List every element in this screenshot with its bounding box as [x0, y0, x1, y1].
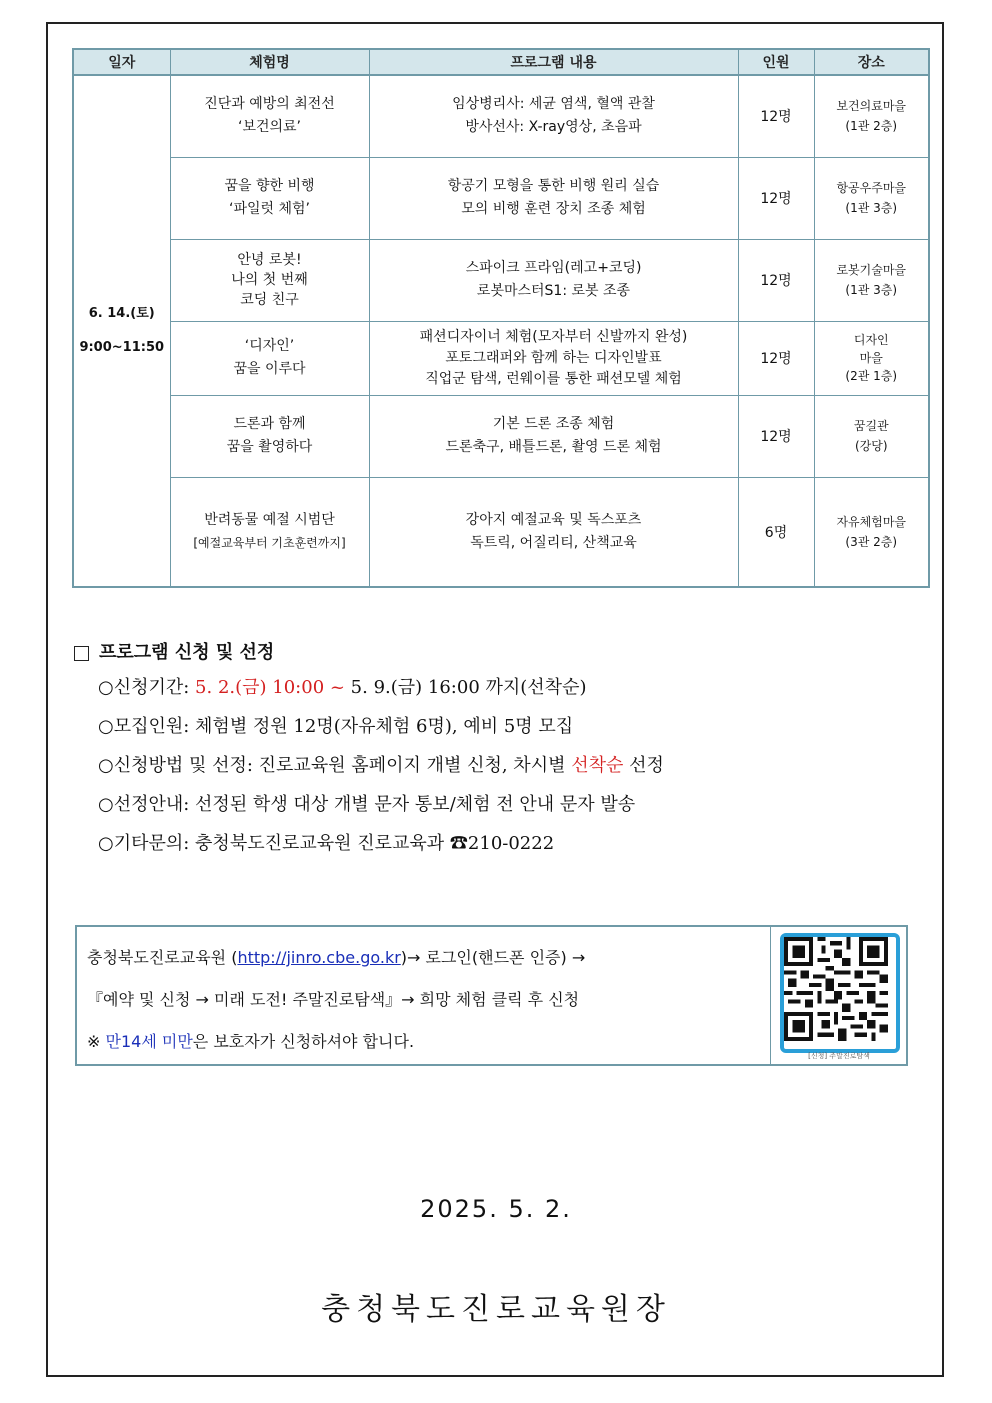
program-place: 로봇기술마을 (1관 3층) — [814, 239, 929, 321]
document-date: 2025. 5. 2. — [420, 1195, 572, 1223]
application-period: ○신청기간: 5. 2.(금) 10:00 ~ 5. 9.(금) 16:00 까지(선착순) — [98, 677, 587, 698]
section-title: 프로그램 신청 및 선정 — [74, 638, 934, 668]
application-method: ○신청방법 및 선정: 진로교육원 홈페이지 개별 신청, 차시별 선착순 선정 — [98, 755, 664, 776]
table-row — [73, 157, 929, 239]
program-place: 자유체험마을 (3관 2층) — [814, 477, 929, 587]
program-place: 보건의료마을 (1관 2층) — [814, 75, 929, 157]
qr-cell — [770, 927, 907, 1064]
program-people: 12명 — [738, 75, 814, 157]
qr-code-icon — [784, 937, 888, 1041]
program-table — [72, 48, 930, 588]
table-row — [73, 239, 929, 321]
program-people: 12명 — [738, 321, 814, 395]
signer-title: 충청북도진로교육원장 — [321, 1292, 671, 1327]
info-text — [87, 937, 767, 1063]
program-people: 12명 — [738, 239, 814, 321]
header-name: 체험명 — [170, 49, 369, 75]
info-line-1: 충청북도진로교육원 (http://jinro.cbe.go.kr)→ 로그인(핸드폰 인증) → — [87, 948, 586, 967]
recruit-info: ○모집인원: 체험별 정원 12명(자유체험 6명), 예비 5명 모집 — [98, 716, 574, 737]
program-name: 진단과 예방의 최전선 ‘보건의료’ — [170, 75, 369, 157]
program-name: ‘디자인’ 꿈을 이루다 — [170, 321, 369, 395]
program-name: 드론과 함께 꿈을 촬영하다 — [170, 395, 369, 477]
event-time: 9:00~11:50 — [79, 340, 165, 355]
program-content: 임상병리사: 세균 염색, 혈액 관찰 방사선사: X-ray영상, 초음파 — [369, 75, 738, 157]
program-name: 안녕 로봇! 나의 첫 번째 코딩 친구 — [170, 239, 369, 321]
header-place: 장소 — [814, 49, 929, 75]
qr-code[interactable] — [780, 933, 900, 1053]
info-box — [75, 925, 908, 1066]
program-content: 패션디자이너 체험(모자부터 신발까지 완성) 포토그래퍼와 함께 하는 디자인발표 직업군 탐색, 런웨이를 통한 패션모델 체험 — [369, 321, 738, 395]
program-name: 꿈을 향한 비행 ‘파일럿 체험’ — [170, 157, 369, 239]
program-content: 기본 드론 조종 체험 드론축구, 배틀드론, 촬영 드론 체험 — [369, 395, 738, 477]
table-row — [73, 321, 929, 395]
qr-caption: [신청] 주말진로탐색 — [808, 1052, 870, 1060]
date-cell — [73, 75, 170, 587]
program-place: 항공우주마을 (1관 3층) — [814, 157, 929, 239]
program-content: 스파이크 프라임(레고+코딩) 로봇마스터S1: 로봇 조종 — [369, 239, 738, 321]
application-section — [74, 638, 934, 863]
info-line-2: 『예약 및 신청 → 미래 도전! 주말진로탐색』→ 희망 체험 클릭 후 신청 — [87, 990, 580, 1009]
program-place: 꿈길관 (강당) — [814, 395, 929, 477]
table-header-row — [73, 49, 929, 75]
contact-info: ○기타문의: 충청북도진로교육원 진로교육과 ☎210-0222 — [98, 833, 555, 854]
table-row — [73, 395, 929, 477]
header-date: 일자 — [73, 49, 170, 75]
program-people: 12명 — [738, 157, 814, 239]
table-row — [73, 477, 929, 587]
selection-notice: ○선정안내: 선정된 학생 대상 개별 문자 통보/체험 전 안내 문자 발송 — [98, 794, 636, 815]
table-row — [73, 75, 929, 157]
event-date: 6. 14.(토) — [88, 306, 155, 321]
homepage-link[interactable]: http://jinro.cbe.go.kr — [237, 948, 401, 967]
program-content: 강아지 예절교육 및 독스포츠 독트릭, 어질리티, 산책교육 — [369, 477, 738, 587]
header-people: 인원 — [738, 49, 814, 75]
program-name: 반려동물 예절 시범단 [예절교육부터 기초훈련까지] — [170, 477, 369, 587]
square-icon — [74, 646, 89, 661]
program-place: 디자인 마을 (2관 1층) — [814, 321, 929, 395]
program-content: 항공기 모형을 통한 비행 원리 실습 모의 비행 훈련 장치 조종 체험 — [369, 157, 738, 239]
program-people: 12명 — [738, 395, 814, 477]
header-content: 프로그램 내용 — [369, 49, 738, 75]
info-line-3: ※ 만14세 미만은 보호자가 신청하셔야 합니다. — [87, 1032, 415, 1051]
program-people: 6명 — [738, 477, 814, 587]
